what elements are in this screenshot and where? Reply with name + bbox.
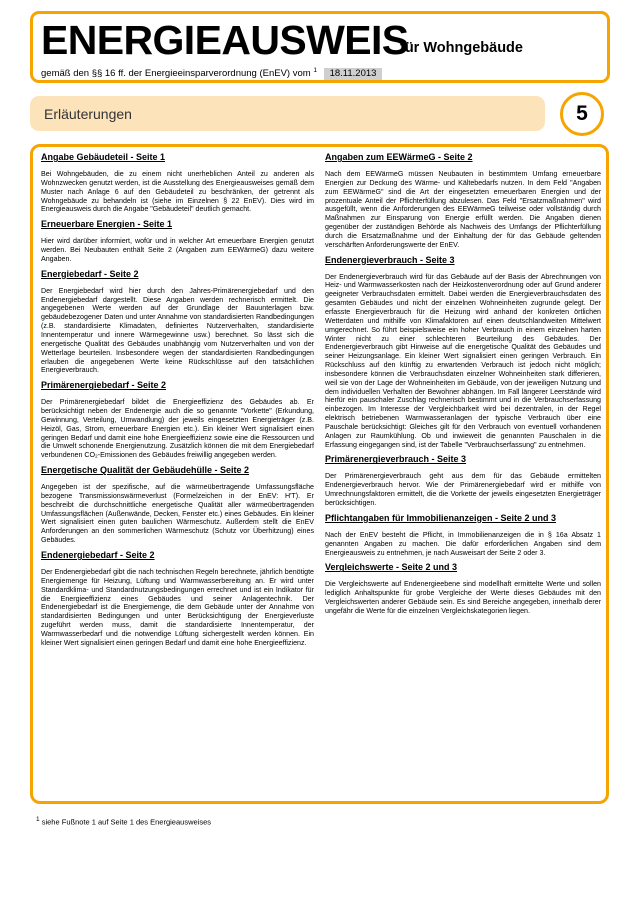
footnote-number: 1: [36, 816, 40, 823]
right-column: [325, 152, 601, 621]
section-pflichtangaben: [325, 513, 601, 558]
section-text: Angegeben ist der spezifische, auf die wärmeübertragende Umfassungsfläche bezogene Transmissionswärmeverlust (Formelzeichen in der EnEV: H'T). Er beschreibt die durchschnittliche energetische Qualität aller wärmeübertragenden Umfassungsflächen (Außenwände, Decken, Fenster etc.) eines Gebäudes. Ein kleiner Wert signalisiert einen guten baulichen Wärmeschutz. Außerdem stellt die EnEV Anforderungen an den sommerlichen Wärmeschutz (Schutz vor Überhitzung) eines Gebäudes.: [41, 483, 314, 545]
section-endenergiebedarf: [41, 550, 314, 648]
legal-basis-line: [41, 65, 382, 80]
section-text: Der Endenergiebedarf gibt die nach technischen Regeln berechnete, jährlich benötigte Energiemenge für Heizung, Lüftung und Warmwasserbereitung an. Er wird unter Standardklima- und Standardnutzungsbedingungen errechnet und ist ein Indikator für die Energieeffizienz eines Gebäudes und seiner Anlagentechnik. Der Endenergiebedarf ist die Energiemenge, die dem Gebäude unter der Annahme von standardisierten Bedingungen und unter Berücksichtigung der Energieverluste zugeführt werden muss, damit die standardisierte Innentemperatur, der Warmwasserbedarf und die notwendige Lüftung sichergestellt werden können. Ein kleiner Wert signalisiert einen geringen Bedarf und damit eine hohe Energieeffizienz.: [41, 568, 314, 647]
section-energiebedarf: [41, 269, 314, 375]
section-text: Die Vergleichswerte auf Endenergieebene sind modellhaft ermittelte Werte und sollen lediglich Anhaltspunkte für grobe Vergleiche der Werte dieses Gebäudes mit den Vergleichswerten anderer Gebäude sein. Es sind Bereiche angegeben, innerhalb derer ungefähr die Werte für die einzelnen Vergleichskategorien liegen.: [325, 580, 601, 615]
section-text: Bei Wohngebäuden, die zu einem nicht unerheblichen Anteil zu anderen als Wohnzwecken genutzt werden, ist die Ausstellung des Energieausweises gemäß dem Muster nach Anlage 6 auf den Gebäudeteil zu beschränken, der getrennt als Wohngebäude zu behandeln ist (siehe im Einzelnen § 22 EnEV). Dies wird im Energieausweis durch die Angabe "Gebäudeteil" deutlich gemacht.: [41, 170, 314, 214]
section-primaerenergieverbrauch: [325, 454, 601, 507]
section-title-bar: [30, 96, 545, 131]
section-heading: Energiebedarf - Seite 2: [41, 268, 139, 279]
section-heading: Energetische Qualität der Gebäudehülle - Seite 2: [41, 465, 250, 476]
section-text: Der Energiebedarf wird hier durch den Jahres-Primärenergiebedarf und den Endenergiebedarf dargestellt. Diese Angaben werden rechnerisch ermittelt. Die angegebenen Werte werden auf der Grundlage der Bauunterlagen bzw. gebäudebezogener Daten und unter Annahme von standardisierten Randbedingungen (z.B. standardisierte Klimadaten, definiertes Nutzerverhalten, standardisierte Innentemperatur und innere Wärmegewinne usw.) berechnet. So lässt sich die energetische Qualität des Gebäudes unabhängig vom Nutzerverhalten und von der Wetterlage beurteilen. Insbesondere wegen der standardisierten Randbedingungen erlauben die angegebenen Werte keine Rückschlüsse auf den tatsächlichen Energieverbrauch.: [41, 286, 314, 375]
section-heading: Endenergieverbrauch - Seite 3: [325, 254, 455, 265]
section-primaerenergiebedarf: [41, 380, 314, 460]
section-text: Nach der EnEV besteht die Pflicht, in Immobilienanzeigen die in § 16a Absatz 1 genannten Angaben zu machen. Die dafür erforderlichen Angaben sind dem Energieausweis zu entnehmen, je nach Ausweisart der Seite 2 oder 3.: [325, 530, 601, 557]
section-text: Nach dem EEWärmeG müssen Neubauten in bestimmtem Umfang erneuerbare Energien zur Deckung des Wärme- und Kältebedarfs nutzen. In dem Feld "Angaben zum EEWärmeG" sind die Art der eingesetzten erneuerbaren Energien und der prozentuale Anteil der Pflichterfüllung abzulesen. Das Feld "Ersatzmaßnahmen" wird ausgefüllt, wenn die Anforderungen des EEWärmeG teilweise oder vollständig durch Maßnahmen zur Einsparung von Energie erfüllt werden. Die Angaben dienen gegenüber der zuständigen Behörde als Nachweis des Umfangs der Pflichterfüllung durch die Ersatzmaßnahme und der Einhaltung der für das Gebäude geltenden verschärften Anforderungswerte der EnEV.: [325, 170, 601, 249]
footnote-marker: 1: [313, 67, 317, 74]
section-endenergieverbrauch: [325, 255, 601, 450]
section-text: Der Primärenergiebedarf bildet die Energieeffizienz des Gebäudes ab. Er berücksichtigt neben der Endenergie auch die so genannte "Vorkette" (Erkundung, Gewinnung, Verteilung, Umwandlung) der jeweils eingesetzten Energieträger (z.B. Heizöl, Gas, Strom, erneuerbare Energien etc.). Ein kleiner Wert signalisiert einen geringen Bedarf und damit eine hohe Energieeffizienz sowie eine die Ressourcen und die Umwelt schonende Energienutzung. Zusätzlich können die mit dem Energiebedarf verbundenen CO₂-Emissionen des Gebäudes freiwillig angegeben werden.: [41, 398, 314, 460]
footnote-text: siehe Fußnote 1 auf Seite 1 des Energieausweises: [41, 817, 211, 827]
issue-date: 18.11.2013: [324, 68, 383, 80]
page-number-badge: 5: [560, 92, 604, 136]
section-gebaeudehuelle: [41, 465, 314, 545]
section-text: Der Primärenergieverbrauch geht aus dem für das Gebäude ermittelten Endenergieverbrauch hervor. Wie der Primärenergiebedarf wird er mithilfe von Umrechnungsfaktoren ermittelt, die die Vorkette der jeweils eingesetzten Energieträger berücksichtigen.: [325, 472, 601, 507]
section-heading: Erneuerbare Energien - Seite 1: [41, 219, 173, 230]
legal-basis-text: gemäß den §§ 16 ff. der Energieeinsparverordnung (EnEV) vom: [41, 68, 311, 80]
section-heading: Primärenergiebedarf - Seite 2: [41, 380, 167, 391]
left-column: [41, 152, 314, 653]
explanations-box: [30, 144, 609, 804]
section-erneuerbare-energien: [41, 219, 314, 264]
document-subtitle: für Wohngebäude: [400, 40, 523, 56]
section-title: Erläuterungen: [44, 106, 132, 122]
section-eewaermeg: [325, 152, 601, 250]
header-box: [30, 11, 610, 83]
section-heading: Vergleichswerte - Seite 2 und 3: [325, 562, 458, 573]
section-vergleichswerte: [325, 562, 601, 615]
footnote: [36, 815, 211, 828]
section-heading: Primärenergieverbrauch - Seite 3: [325, 454, 467, 465]
section-text: Der Endenergieverbrauch wird für das Gebäude auf der Basis der Abrechnungen von Heiz- und Warmwasserkosten nach der Heizkostenverordnung oder auf Grund anderer geeigneter Verbrauchsdaten ermittelt. Dabei werden die Energieverbrauchsdaten des gesamten Gebäudes und nicht der einzelnen Wohneinheiten zugrunde gelegt. Der erfasste Energieverbrauch für die Heizung wird anhand der konkreten örtlichen Wetterdaten und mithilfe von Klimafaktoren auf einen deutschlandweiten Mittelwert umgerechnet. So führt beispielsweise ein hoher Verbrauch in einem einzelnen harten Winter nicht zu einer schlechteren Beurteilung des Gebäudes. Der Endenergieverbrauch gibt Hinweise auf die energetische Qualität des Gebäudes und seiner Heizungsanlage. Ein kleiner Wert signalisiert einen geringen Verbrauch. Ein Rückschluss auf den künftig zu erwartenden Verbrauch ist jedoch nicht möglich; insbesondere können die Verbrauchsdaten einzelner Wohneinheiten stark differieren, weil sie von der Lage der Wohneinheiten im Gebäude, von der jeweiligen Nutzung und dem individuellen Verhalten der Bewohner abhängen. Im Fall längerer Leerstände wird hierfür ein pauschaler Zuschlag rechnerisch bestimmt und in die Verbrauchserfassung einbezogen. Im Interesse der Vergleichbarkeit wird bei dezentralen, in der Regel elektrisch betriebenen Warmwasseranlagen der typische Verbrauch über eine Pauschale berücksichtigt: Gleiches gilt für den Verbrauch von eventuell vorhandenen Anlagen zur Raumkühlung. Ob und inwieweit die genannten Pauschalen in die Erfassung eingegangen sind, ist der Tabelle "Verbrauchserfassung" zu entnehmen.: [325, 272, 601, 449]
section-heading: Angabe Gebäudeteil - Seite 1: [41, 152, 166, 162]
section-text: Hier wird darüber informiert, wofür und in welcher Art erneuerbare Energien genutzt werden. Bei Neubauten enthält Seite 2 (Angaben zum EEWärmeG) dazu weitere Angaben.: [41, 237, 314, 263]
section-heading: Angaben zum EEWärmeG - Seite 2: [325, 152, 473, 162]
section-angabe-gebaeudeteil: [41, 152, 314, 214]
document-title: ENERGIEAUSWEIS: [41, 17, 409, 63]
section-heading: Endenergiebedarf - Seite 2: [41, 550, 155, 560]
section-heading: Pflichtangaben für Immobilienanzeigen - Seite 2 und 3: [325, 512, 557, 523]
